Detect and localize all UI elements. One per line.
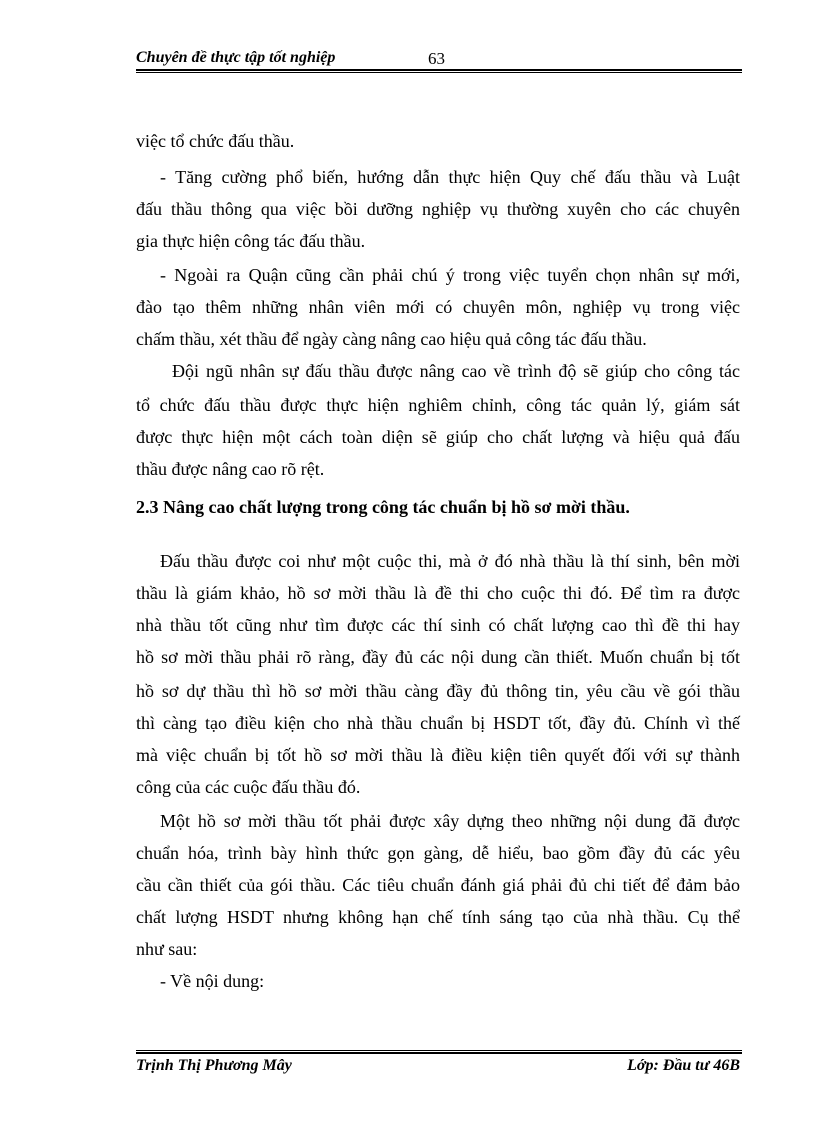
text-line: chất lượng HSDT nhưng không hạn chế tính sáng tạo của nhà thầu. Cụ thể [136, 907, 740, 927]
text-line: thầu là giám khảo, hồ sơ mời thầu là đề thi cho cuộc thi đó. Để tìm ra được [136, 583, 740, 603]
text-line: chấm thầu, xét thầu để ngày càng nâng cao hiệu quả công tác đấu thầu. [136, 329, 647, 349]
text-line: mà việc chuẩn bị tốt hồ sơ mời thầu là điều kiện tiên quyết đối với sự thành [136, 745, 740, 765]
text-line: hồ sơ mời thầu phải rõ ràng, đầy đủ các nội dung cần thiết. Muốn chuẩn bị tốt [136, 647, 740, 667]
page-number: 63 [428, 49, 445, 68]
text-line: như sau: [136, 939, 198, 959]
text-line: hồ sơ dự thầu thì hồ sơ mời thầu càng đầy đủ thông tin, yêu cầu về gói thầu [136, 681, 740, 701]
text-line: - Ngoài ra Quận cũng cần phải chú ý trong việc tuyển chọn nhân sự mới, [160, 265, 740, 285]
text-line: - Tăng cường phổ biến, hướng dẫn thực hiện Quy chế đấu thầu và Luật [160, 167, 740, 187]
text-line: thầu được nâng cao rõ rệt. [136, 459, 325, 479]
text-line: Đấu thầu được coi như một cuộc thi, mà ở đó nhà thầu là thí sinh, bên mời [160, 551, 740, 571]
text-line: Đội ngũ nhân sự đấu thầu được nâng cao về trình độ sẽ giúp cho công tác [172, 361, 740, 381]
section-heading: 2.3 Nâng cao chất lượng trong công tác chuẩn bị hồ sơ mời thầu. [136, 497, 630, 517]
text-line: nhà thầu tốt cũng như tìm được các thí sinh có chất lượng cao thì đề thi hay [136, 615, 740, 635]
text-line: đấu thầu thông qua việc bồi dưỡng nghiệp vụ thường xuyên cho các chuyên [136, 199, 740, 219]
text-line: thì càng tạo điều kiện cho nhà thầu chuẩn bị HSDT tốt, đầy đủ. Chính vì thế [136, 713, 740, 733]
text-line: gia thực hiện công tác đấu thầu. [136, 231, 366, 251]
text-line: cầu cần thiết của gói thầu. Các tiêu chuẩn đánh giá phải đủ chi tiết để đảm bảo [136, 875, 740, 895]
header-rule [136, 69, 742, 73]
text-line: Một hồ sơ mời thầu tốt phải được xây dựng theo những nội dung đã được [160, 811, 740, 831]
text-line: việc tổ chức đấu thầu. [136, 131, 295, 151]
footer-class: Lớp: Đầu tư 46B [627, 1057, 740, 1074]
footer-author: Trịnh Thị Phương Mây [136, 1057, 292, 1074]
header-title: Chuyên đề thực tập tốt nghiệp [136, 49, 336, 66]
text-line: đào tạo thêm những nhân viên mới có chuyên môn, nghiệp vụ trong việc [136, 297, 740, 317]
text-line: công của các cuộc đấu thầu đó. [136, 777, 361, 797]
text-line: được thực hiện một cách toàn diện sẽ giúp cho chất lượng và hiệu quả đấu [136, 427, 740, 447]
text-line: chuẩn hóa, trình bày hình thức gọn gàng, dễ hiểu, bao gồm đầy đủ các yêu [136, 843, 740, 863]
text-line: tổ chức đấu thầu được thực hiện nghiêm chỉnh, công tác quản lý, giám sát [136, 395, 740, 415]
list-item: - Về nội dung: [160, 971, 265, 991]
page-header [136, 46, 742, 70]
footer-rule [136, 1050, 742, 1054]
